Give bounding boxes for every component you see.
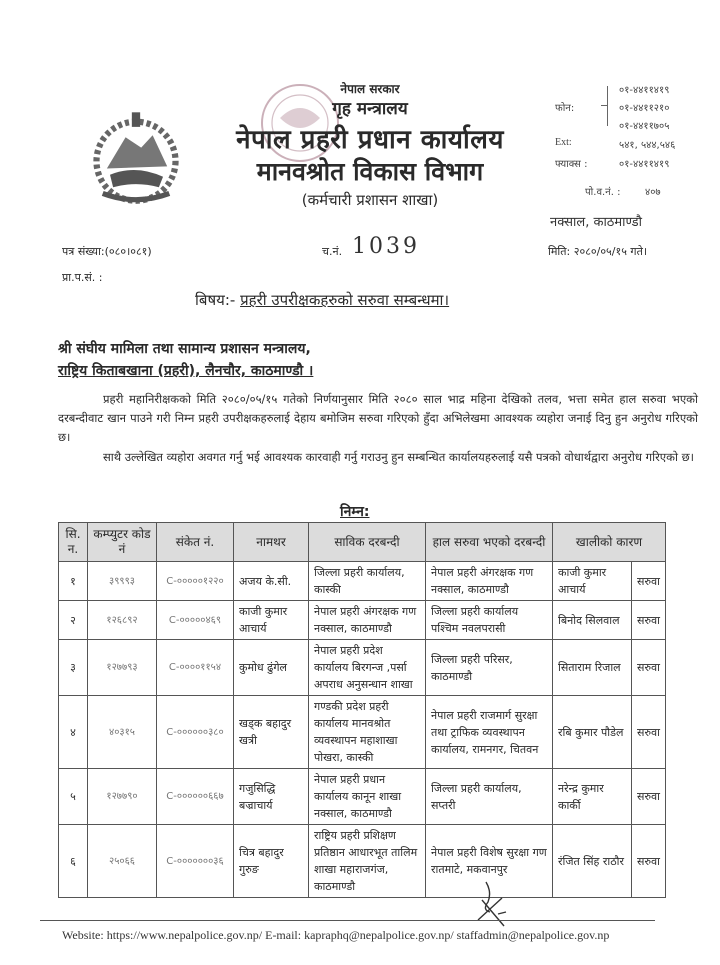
brace [607,86,614,126]
table-row [59,640,666,696]
col-computer-code: कम्प्युटर कोड नं [88,523,157,562]
table-header-row [59,523,666,562]
cell-symbol-no: C-००००००६६७ [157,769,234,825]
cell-reason: सरुवा [632,601,666,640]
cell-symbol-no: C-००००११५४ [157,640,234,696]
fax-value: ०१-४४११४१९ [619,159,670,170]
cell-reason: सरुवा [632,769,666,825]
transfer-table [58,522,666,898]
cell-reason: सरुवा [632,562,666,601]
cell-current-post: नेपाल प्रहरी राजमार्ग सुरक्षा तथा ट्राफिक व्यवस्थापन कार्यालय, रामनगर, चितवन [426,696,553,769]
cell-previous-post: नेपाल प्रहरी अंगरक्षक गण नक्साल, काठमाण्डौ [309,601,426,640]
col-vacancy-reason: खालीको कारण [553,523,666,562]
pobox-value: ४०७ [645,187,661,198]
cell-current-post: जिल्ला प्रहरी परिसर, काठमाण्डौ [426,640,553,696]
cell-computer-code: ३९९९३ [88,562,157,601]
table-row [59,825,666,898]
table-row [59,769,666,825]
addressee [58,338,313,382]
cell-reason: सरुवा [632,825,666,898]
signature [468,880,518,930]
subject-label: बिषय:- [195,291,236,309]
cell-reason: सरुवा [632,640,666,696]
cell-sn: ६ [59,825,88,898]
cell-computer-code: २५०६६ [88,825,157,898]
cell-previous-post: जिल्ला प्रहरी कार्यालय, कास्की [309,562,426,601]
cell-symbol-no: C-०००००००३६ [157,825,234,898]
letter-date: मिति: २०८०/०५/१५ गते। [548,245,648,258]
table-title: निम्न: [340,504,370,520]
cell-sn: ३ [59,640,88,696]
cell-vacated-by: सिताराम रिजाल [553,640,632,696]
cell-name: काजी कुमार आचार्य [234,601,309,640]
ext-value: ५४१, ५४४,५४६ [619,140,676,151]
cell-current-post: जिल्ला प्रहरी कार्यालय, सप्तरी [426,769,553,825]
cell-name: खड्क बहादुर खत्री [234,696,309,769]
cell-name: कुमोध ढुंगेल [234,640,309,696]
location: नक्साल, काठमाण्डौ [550,215,642,230]
phone-label: फोन: [555,103,575,114]
phone-3: ०१-४४११७०५ [619,121,670,132]
cell-vacated-by: बिनोद सिलवाल [553,601,632,640]
cell-symbol-no: C-०००००४६९ [157,601,234,640]
cell-current-post: नेपाल प्रहरी अंगरक्षक गण नक्साल, काठमाण्डौ [426,562,553,601]
cell-vacated-by: रंजित सिंह राठौर [553,825,632,898]
reference-number: प्रा.प.सं. : [62,271,103,284]
addressee-line-2: राष्ट्रिय किताबखाना (प्रहरी), लैनचौर, काठमाण्डौ । [58,363,314,379]
letter-number: पत्र संख्या:(०८०।०८१) [62,245,152,258]
subject-line [195,290,449,310]
phone-2: ०१-४४११२१० [619,103,670,114]
col-sn: सि. न. [59,523,88,562]
office-name: नेपाल प्रहरी प्रधान कार्यालय [236,125,504,155]
cell-previous-post: राष्ट्रिय प्रहरी प्रशिक्षण प्रतिष्ठान आधारभूत तालिम शाखा महाराजगंज, काठमाण्डौ [309,825,426,898]
brace-tick [601,105,607,106]
cell-sn: १ [59,562,88,601]
phone-1: ०१-४४११४१९ [619,85,670,96]
cell-symbol-no: C-००००००३८० [157,696,234,769]
col-name: नामथर [234,523,309,562]
body-paragraph-2: साथै उल्लेखित व्यहोरा अवगत गर्नु भई आवश्यक कारवाही गर्नु गराउनु हुन सम्बन्धित कार्यालयहरुलाई यसै पत्रको वोधार्थद्वारा अनुरोध गरिएको छ। [103,450,695,464]
cell-sn: ४ [59,696,88,769]
dispatch-number: 1039 [352,234,420,259]
cell-computer-code: ४०३१५ [88,696,157,769]
cell-name: चित्र बहादुर गुरुङ [234,825,309,898]
body-paragraph-1: प्रहरी महानिरीक्षकको मिति २०८०/०५/१५ गतेको निर्णयानुसार मिति २०८० साल भाद्र महिना देखिको तलव, भत्ता समेत हाल सरुवा भएको दरबन्दीवाट खान पाउने गरी निम्न प्रहरी उपरीक्षकहरुलाई देहाय बमोजिम सरुवा गरिएको हुँदा अभिलेखमा आवश्यक व्यहोरा जनाई दिनु हुन अनुरोध गरिएको छ। [58,392,698,444]
government-name: नेपाल सरकार [340,82,400,96]
subject-text: प्रहरी उपरीक्षकहरुको सरुवा सम्बन्धमा। [240,291,450,309]
cell-computer-code: १२६८९२ [88,601,157,640]
col-current-post: हाल सरुवा भएको दरबन्दी [426,523,553,562]
cell-current-post: नेपाल प्रहरी विशेष सुरक्षा गण रातमाटे, मकवानपुर [426,825,553,898]
table-row [59,562,666,601]
cell-vacated-by: काजी कुमार आचार्य [553,562,632,601]
cell-symbol-no: C-०००००१२२० [157,562,234,601]
cell-previous-post: नेपाल प्रहरी प्रदेश कार्यालय बिरगन्ज ,पर्सा अपराध अनुसन्धान शाखा [309,640,426,696]
ext-label: Ext: [555,137,572,148]
footer-divider [40,920,655,921]
cell-previous-post: नेपाल प्रहरी प्रधान कार्यालय कानून शाखा नक्साल, काठमाण्डौ [309,769,426,825]
pobox-label: पो.व.नं. : [585,187,621,198]
footer-contact: Website: https://www.nepalpolice.gov.np/ E-mail: kapraphq@nepalpolice.gov.np/ staffadmin@nepalpolice.gov.np [62,928,610,942]
ministry-name: गृह मन्त्रालय [332,99,408,119]
section-name: (कर्मचारी प्रशासन शाखा) [301,191,439,209]
cell-sn: २ [59,601,88,640]
fax-label: फ्याक्स : [555,159,588,170]
table-row [59,601,666,640]
cell-previous-post: गण्डकी प्रदेश प्रहरी कार्यालय मानवश्रोत व्यवस्थापन महाशाखा पोखरा, कास्की [309,696,426,769]
cell-reason: सरुवा [632,696,666,769]
cell-name: गजुसिद्धि बज्राचार्य [234,769,309,825]
col-symbol-no: संकेत नं. [157,523,234,562]
table-row [59,696,666,769]
cell-vacated-by: रबि कुमार पौडेल [553,696,632,769]
cell-current-post: जिल्ला प्रहरी कार्यालय पश्चिम नवलपरासी [426,601,553,640]
department-name: मानवश्रोत विकास विभाग [256,157,484,186]
dispatch-label: च.नं. [322,245,343,258]
cell-computer-code: १२७७९३ [88,640,157,696]
cell-vacated-by: नरेन्द्र कुमार कार्की [553,769,632,825]
cell-sn: ५ [59,769,88,825]
col-previous-post: साविक दरबन्दी [309,523,426,562]
nepal-emblem-icon [84,104,188,208]
addressee-line-1: श्री संघीय मामिला तथा सामान्य प्रशासन मन्त्रालय, [58,341,311,357]
contact-block [550,80,720,230]
cell-computer-code: १२७७९० [88,769,157,825]
cell-name: अजय के.सी. [234,562,309,601]
